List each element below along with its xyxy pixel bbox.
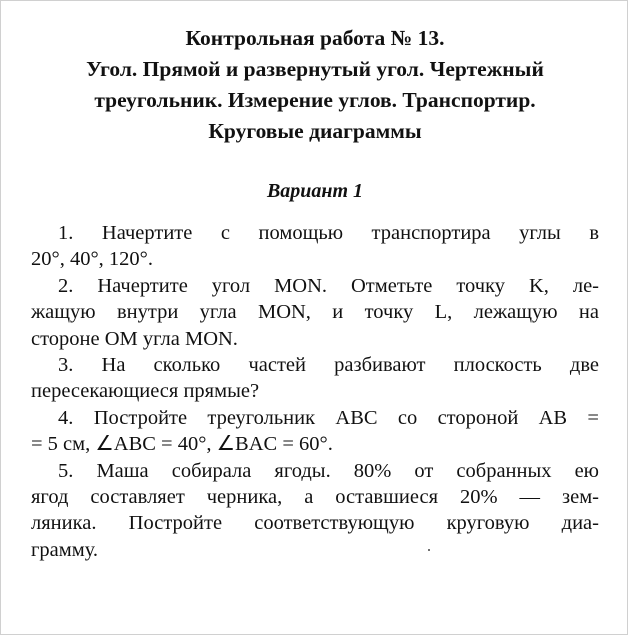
task-4 xyxy=(31,405,599,458)
task-list xyxy=(31,220,599,563)
task-line: 5. Маша собирала ягоды. 80% от собранных ею xyxy=(58,459,599,482)
title-line-3: треугольник. Измерение углов. Транспортир. xyxy=(94,88,536,112)
page-title xyxy=(31,23,599,147)
task-2 xyxy=(31,273,599,352)
task-line: = 5 см, ∠ABC = 40°, ∠BAC = 60°. xyxy=(31,433,333,456)
print-speck xyxy=(428,549,430,551)
title-line-2: Угол. Прямой и развернутый угол. Чертежный xyxy=(86,57,544,81)
task-line: 2. Начертите угол MON. Отметьте точку K, ле- xyxy=(58,274,599,297)
task-line: 20°, 40°, 120°. xyxy=(31,248,153,271)
task-line: ягод составляет черника, а оставшиеся 20% — зем- xyxy=(31,486,599,509)
task-line: 3. На сколько частей разбивают плоскость две xyxy=(58,354,599,377)
variant-heading: Вариант 1 xyxy=(266,180,364,202)
task-line: пересекающиеся прямые? xyxy=(31,380,260,403)
task-3 xyxy=(31,352,599,405)
task-line: ляника. Постройте соответствующую круговую диа- xyxy=(31,512,599,535)
task-line: жащую внутри угла MON, и точку L, лежащую на xyxy=(31,301,599,324)
task-line: грамму. xyxy=(31,538,99,561)
task-line: стороне OM угла MON. xyxy=(31,327,238,350)
title-line-1: Контрольная работа № 13. xyxy=(185,26,445,50)
task-line: 4. Постройте треугольник ABC со стороной AB = xyxy=(58,406,599,429)
title-line-4: Круговые диаграммы xyxy=(208,119,422,143)
task-5 xyxy=(31,458,599,564)
task-1 xyxy=(31,220,599,273)
task-line: 1. Начертите с помощью транспортира углы в xyxy=(58,222,599,244)
